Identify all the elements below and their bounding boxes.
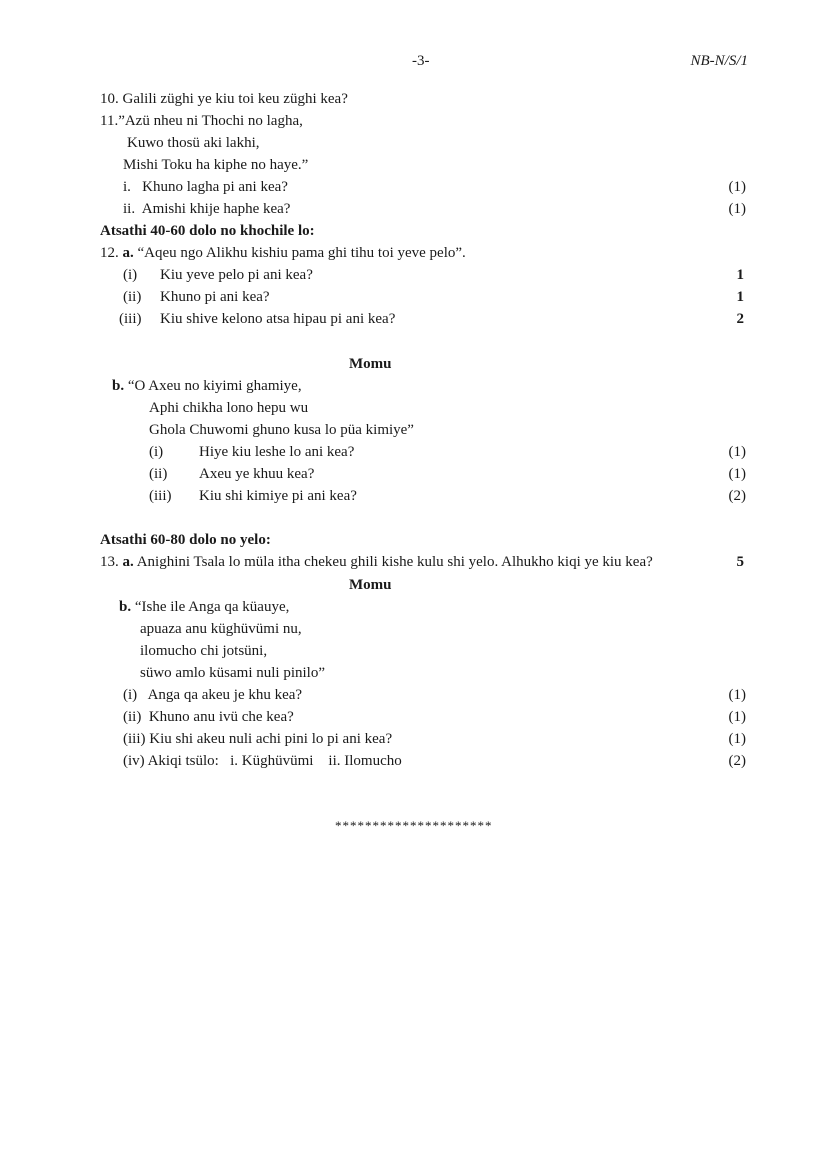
sub-question: (iii) Kiu shi akeu nuli achi pini lo pi ani kea? (123, 731, 393, 747)
or-label: Momu (349, 356, 392, 372)
marks: (1) (728, 466, 746, 482)
marks: 5 (736, 554, 744, 570)
question-11-line: Mishi Toku ha kiphe no haye.” (123, 157, 309, 173)
sub-number: (iii) (149, 488, 172, 504)
sub-question: (ii) Khuno anu ivü che kea? (123, 709, 294, 725)
poem-line: ilomucho chi jotsüni, (140, 643, 268, 659)
poem-line: süwo amlo küsami nuli pinilo” (140, 665, 325, 681)
sub-number: (ii) (149, 466, 168, 482)
marks: (1) (728, 709, 746, 725)
poem-line: “O Axeu no kiyimi ghamiye, (127, 378, 302, 394)
marks: (2) (728, 753, 746, 769)
part-label: b. (119, 599, 132, 615)
sub-question: Hiye kiu leshe lo ani kea? (199, 444, 355, 460)
sub-question: Kiu shi kimiye pi ani kea? (199, 488, 357, 504)
marks: (2) (728, 488, 746, 504)
part-label: a. (122, 245, 134, 261)
question-12a (100, 244, 466, 262)
question-10: 10. Galili züghi ye kiu toi keu züghi kea? (100, 91, 348, 107)
poem-line: “Ishe ile Anga qa küauye, (134, 599, 290, 615)
marks: 1 (736, 267, 744, 283)
part-label: a. (122, 554, 134, 570)
question-number: 13. (100, 554, 119, 570)
poem-line: apuaza anu küghüvümi nu, (140, 621, 302, 637)
part-label: b. (112, 378, 125, 394)
sub-question: (i) Anga qa akeu je khu kea? (123, 687, 303, 703)
sub-question: Khuno pi ani kea? (160, 289, 270, 305)
question-13a (100, 553, 653, 571)
or-label: Momu (349, 577, 392, 593)
sub-number: (i) (149, 444, 164, 460)
question-11-sub: i. Khuno lagha pi ani kea? (123, 179, 288, 195)
end-of-paper-mark: ********************* (335, 818, 493, 833)
question-11-sub: ii. Amishi khije haphe kea? (123, 201, 291, 217)
question-11-line: Kuwo thosü aki lakhi, (127, 135, 260, 151)
question-11-intro: 11.”Azü nheu ni Thochi no lagha, (100, 113, 303, 129)
marks: (1) (728, 444, 746, 460)
marks: (1) (728, 201, 746, 217)
question-12b (112, 377, 302, 395)
marks: (1) (728, 731, 746, 747)
paper-code: NB-N/S/1 (690, 53, 748, 69)
question-text: “Aqeu ngo Alikhu kishiu pama ghi tihu toi yeve pelo”. (137, 245, 466, 261)
poem-line: Ghola Chuwomi ghuno kusa lo püa kimiye” (149, 422, 414, 438)
question-13b (119, 598, 289, 616)
sub-question: Kiu yeve pelo pi ani kea? (160, 267, 313, 283)
sub-question: Axeu ye khuu kea? (199, 466, 315, 482)
section-heading-60-80: Atsathi 60-80 dolo no yelo: (100, 532, 271, 548)
page-number: -3- (412, 53, 430, 69)
marks: 1 (736, 289, 744, 305)
marks: (1) (728, 179, 746, 195)
poem-line: Aphi chikha lono hepu wu (149, 400, 309, 416)
marks: (1) (728, 687, 746, 703)
section-heading-40-60: Atsathi 40-60 dolo no khochile lo: (100, 223, 315, 239)
sub-question: (iv) Akiqi tsülo: i. Küghüvümi ii. Ilomucho (123, 753, 402, 769)
sub-question: Kiu shive kelono atsa hipau pi ani kea? (160, 311, 396, 327)
question-text: Anighini Tsala lo müla itha chekeu ghili kishe kulu shi yelo. Alhukho kiqi ye kiu kea? (136, 554, 653, 570)
question-number: 12. (100, 245, 119, 261)
sub-number: (i) (123, 267, 138, 283)
sub-number: (iii) (119, 311, 142, 327)
sub-number: (ii) (123, 289, 142, 305)
marks: 2 (736, 311, 744, 327)
